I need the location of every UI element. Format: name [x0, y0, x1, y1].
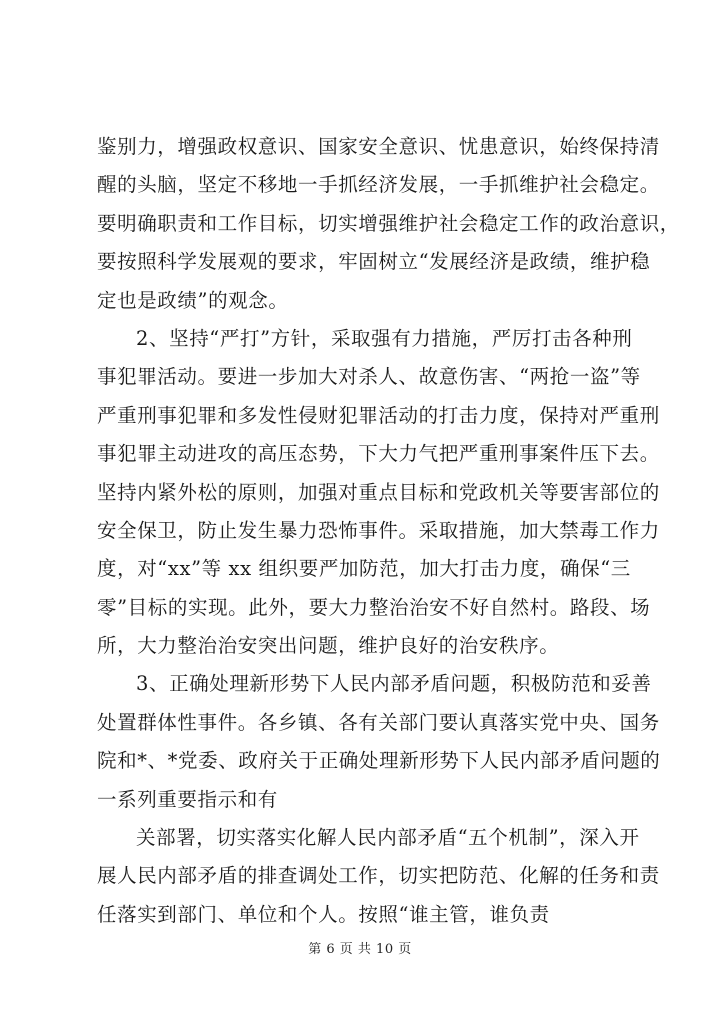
text-line: 事犯罪主动进攻的高压态势，下大力气把严重刑事案件压下去。	[97, 442, 660, 466]
text-line: 处置群体性事件。各乡镇、各有关部门要认真落实党中央、国务	[97, 710, 660, 734]
text-line: 所，大力整治治安突出问题，维护良好的治安秩序。	[97, 634, 560, 658]
text-line: 要明确职责和工作目标，切实增强维护社会稳定工作的政治意识，	[97, 211, 680, 235]
text-line: 鉴别力，增强政权意识、国家安全意识、忧患意识，始终保持清	[97, 135, 660, 158]
paragraph-start-line: 3、正确处理新形势下人民内部矛盾问题，积极防范和妥善	[136, 672, 652, 696]
text-line: 定也是政绩”的观念。	[97, 288, 289, 312]
page-number-footer: 第 6 页 共 10 页	[308, 942, 412, 957]
text-line: 事犯罪活动。要进一步加大对杀人、故意伤害、“两抢一盗”等	[97, 365, 641, 389]
text-line: 零”目标的实现。此外，要大力整治治安不好自然村。路段、场	[97, 595, 651, 619]
text-line: 坚持内紧外松的原则，加强对重点目标和党政机关等要害部位的	[97, 480, 660, 504]
paragraph-start-line: 关部署，切实落实化解人民内部矛盾“五个机制”，深入开	[136, 826, 640, 850]
text-line: 醒的头脑，坚定不移地一手抓经济发展，一手抓维护社会稳定。	[97, 173, 660, 197]
text-line: 展人民内部矛盾的排查调处工作，切实把防范、化解的任务和责	[97, 864, 660, 888]
paragraph-start-line: 2、坚持“严打”方针，采取强有力措施，严厉打击各种刑	[136, 326, 633, 350]
text-line: 院和*、*党委、政府关于正确处理新形势下人民内部矛盾问题的	[97, 749, 661, 773]
text-line: 要按照科学发展观的要求，牢固树立“发展经济是政绩，维护稳	[97, 250, 651, 274]
text-line: 严重刑事犯罪和多发性侵财犯罪活动的打击力度，保持对严重刑	[97, 403, 660, 427]
document-body	[97, 128, 680, 934]
text-line: 一系列重要指示和有	[97, 787, 278, 811]
text-line: 安全保卫，防止发生暴力恐怖事件。采取措施，加大禁毒工作力	[97, 518, 660, 542]
text-line: 任落实到部门、单位和个人。按照“谁主管，谁负责	[97, 902, 550, 926]
text-line: 度，对“xx”等 xx 组织要严加防范，加大打击力度，确保“三	[97, 557, 631, 581]
